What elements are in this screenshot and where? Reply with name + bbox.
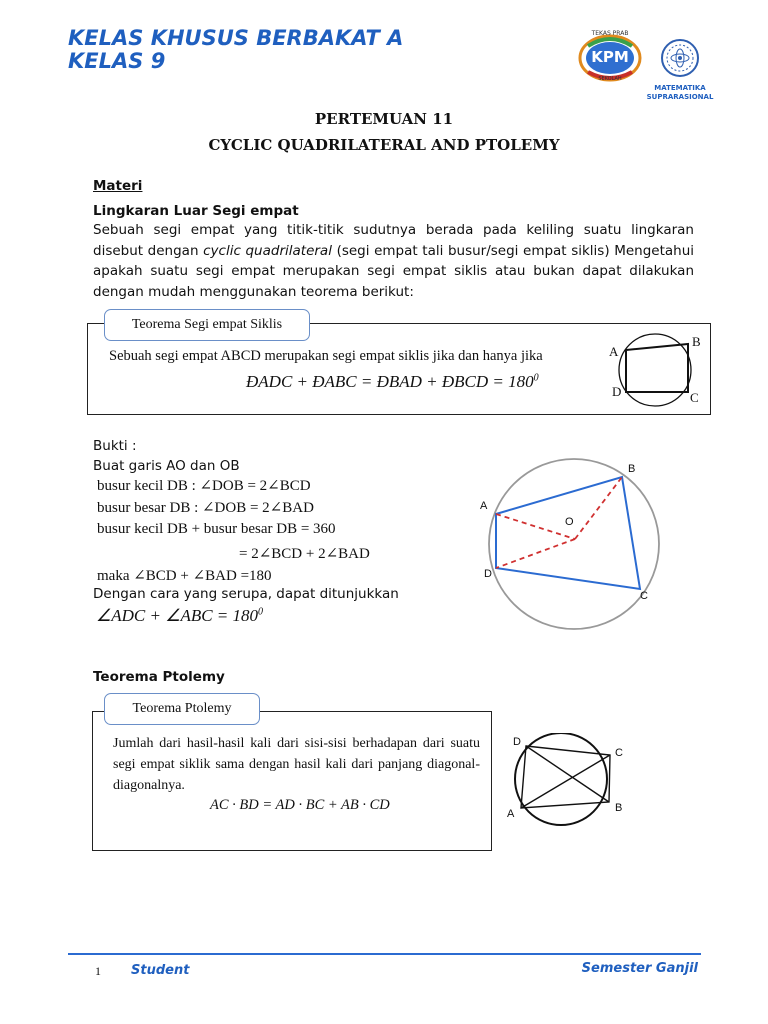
materi-heading: Materi [93, 178, 143, 194]
materi-paragraph-part1: Sebuah segi empat yang titik-titik sudutnya berada pada keliling suatu lingkaran disebut dengan [93, 222, 694, 259]
kpm-logo-text: KPM [591, 48, 629, 66]
header-title-line1: KELAS KHUSUS BERBAKAT A [68, 26, 404, 50]
footer-right-text: Semester Ganjil [581, 961, 698, 976]
footer-divider [68, 953, 701, 955]
ptolemy-tab: Teorema Ptolemy [104, 693, 260, 725]
proof-label-a: A [480, 500, 488, 512]
header-title-line2: KELAS 9 [68, 49, 166, 73]
proof-label-b: B [628, 463, 636, 475]
ptolemy-label-b: B [615, 802, 623, 814]
materi-paragraph-italic: cyclic quadrilateral [203, 242, 332, 259]
theorem-cyclic-tab: Teorema Segi empat Siklis [104, 309, 310, 341]
cyclic-quad-diagram [604, 330, 708, 410]
proof-line-8-sup: 0 [258, 606, 264, 618]
kpm-logo-top-text: TEKAS PRAB [591, 30, 629, 37]
ptolemy-formula: AC · BD = AD · BC + AB · CD [210, 797, 390, 813]
proof-line-8 [96, 606, 263, 626]
proof-line-2: busur kecil DB : ∠DOB = 2∠BCD [97, 478, 311, 494]
proof-circle-diagram [474, 455, 674, 630]
proof-line-3: busur besar DB : ∠DOB = 2∠BAD [97, 500, 314, 516]
proof-line-4: busur kecil DB + busur besar DB = 360 [97, 521, 336, 537]
proof-line-8-text: ∠ADC + ∠ABC = 180 [96, 606, 259, 625]
materi-subheading: Lingkaran Luar Segi empat [93, 203, 299, 219]
ptolemy-diagram [502, 733, 632, 828]
materi-paragraph [93, 220, 694, 302]
proof-line-7: Dengan cara yang serupa, dapat ditunjukkan [93, 586, 399, 602]
ptolemy-heading: Teorema Ptolemy [93, 669, 225, 685]
proof-label-o: O [565, 516, 574, 528]
proof-heading: Bukti : [93, 438, 137, 454]
theorem-cyclic-formula [246, 372, 539, 392]
kpm-logo-bottom-text: SEKOLAH [598, 76, 622, 82]
footer-left-text: Student [131, 963, 190, 978]
proof-line-6: maka ∠BCD + ∠BAD =180 [97, 568, 272, 584]
ptolemy-label-a: A [507, 808, 515, 820]
page-title-line1: PERTEMUAN 11 [314, 110, 454, 128]
materi-paragraph-part2: (segi empat tali busur/segi empat siklis) Mengetahui apakah suatu segi empat merupakan segi empat siklis atau bukan dapat dilakukan dengan mudah menggunakan teorema berikut: [93, 242, 695, 300]
page-title-line2: CYCLIC QUADRILATERAL AND PTOLEMY [208, 136, 560, 154]
cyclic-label-b: B [692, 334, 701, 349]
ptolemy-label-d: D [513, 736, 521, 748]
theorem-cyclic-statement: Sebuah segi empat ABCD merupakan segi empat siklis jika dan hanya jika [109, 348, 543, 364]
ptolemy-label-c: C [615, 747, 623, 759]
theorem-cyclic-formula-sup: 0 [533, 372, 539, 384]
proof-line-5: = 2∠BCD + 2∠BAD [239, 546, 370, 562]
math-logo-text: MATEMATIKA SUPRARASIONAL [646, 84, 714, 101]
theorem-cyclic-formula-text: ĐADC + ĐABC = ĐBAD + ĐBCD = 180 [246, 372, 534, 391]
math-logo-emblem [660, 36, 700, 80]
footer-page-number: 1 [95, 964, 101, 978]
ptolemy-statement: Jumlah dari hasil-hasil kali dari sisi-sisi berhadapan dari suatu segi empat siklik sama dengan hasil kali dari panjang diagonal-diagonalnya. [113, 736, 480, 793]
proof-line-1: Buat garis AO dan OB [93, 458, 240, 474]
cyclic-label-a: A [609, 344, 619, 359]
cyclic-label-d: D [612, 384, 622, 399]
proof-label-d: D [484, 568, 492, 580]
kpm-logo [574, 32, 646, 84]
cyclic-label-c: C [690, 390, 699, 405]
proof-label-c: C [640, 590, 648, 602]
